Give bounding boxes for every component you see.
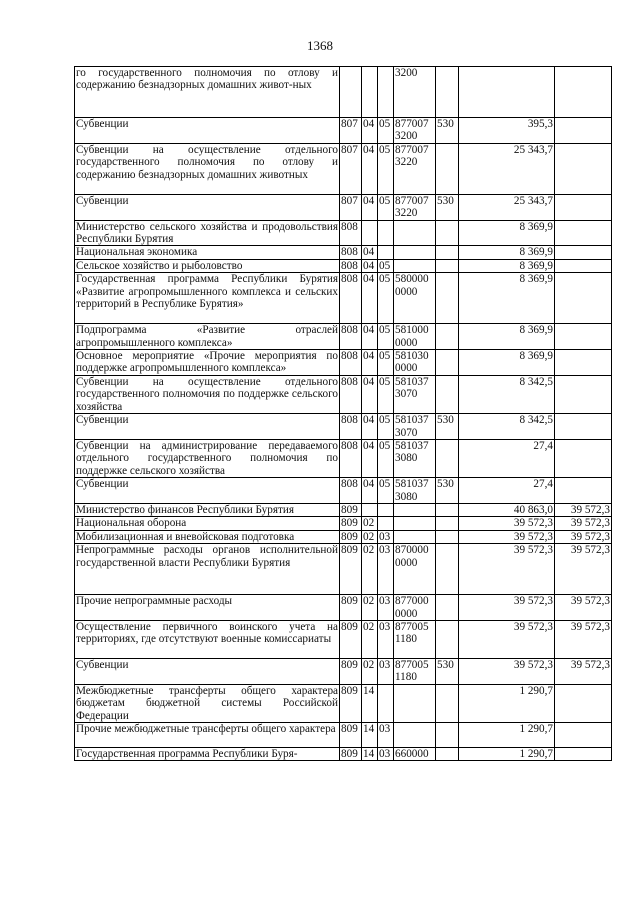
- row-rz: [362, 67, 378, 118]
- row-name: Субвенции: [75, 194, 340, 220]
- row-vr: [436, 748, 459, 761]
- table-row: [75, 723, 612, 748]
- table-row: [75, 259, 612, 272]
- row-pr: 05: [378, 414, 394, 440]
- row-sum-1: 1 290,7: [459, 723, 555, 748]
- row-vr: [436, 246, 459, 259]
- row-sum-2: [555, 684, 612, 722]
- row-gr: 809: [340, 620, 362, 658]
- row-rz: 02: [362, 530, 378, 543]
- table-row: [75, 220, 612, 246]
- row-rz: 14: [362, 723, 378, 748]
- row-rz: 04: [362, 194, 378, 220]
- row-vr: [436, 273, 459, 324]
- row-rz: 04: [362, 246, 378, 259]
- table-row: [75, 67, 612, 118]
- row-vr: [436, 439, 459, 477]
- row-gr: 809: [340, 530, 362, 543]
- table-row: [75, 273, 612, 324]
- row-sum-1: 39 572,3: [459, 517, 555, 530]
- row-sum-1: 8 369,9: [459, 259, 555, 272]
- row-pr: 03: [378, 530, 394, 543]
- row-pr: 05: [378, 439, 394, 477]
- table-row: [75, 684, 612, 722]
- row-pr: 05: [378, 375, 394, 413]
- row-rz: 02: [362, 658, 378, 684]
- row-cs: [394, 530, 436, 543]
- row-gr: 809: [340, 517, 362, 530]
- row-pr: 05: [378, 118, 394, 144]
- table-row: [75, 544, 612, 595]
- row-sum-2: [555, 414, 612, 440]
- row-vr: [436, 723, 459, 748]
- row-sum-2: [555, 375, 612, 413]
- row-sum-2: 39 572,3: [555, 530, 612, 543]
- row-gr: 808: [340, 246, 362, 259]
- row-sum-1: 1 290,7: [459, 748, 555, 761]
- row-name: Подпрограмма «Развитие отраслей агропромышленного комплекса»: [76, 324, 338, 349]
- row-sum-2: [555, 246, 612, 259]
- row-pr: 03: [378, 544, 394, 595]
- row-name: Министерство финансов Республики Бурятия: [75, 503, 340, 516]
- row-name: Субвенции на администрирование передаваемого отдельного государственного полномочия по поддержке сельского хозяйства: [76, 439, 338, 477]
- row-vr: [436, 350, 459, 376]
- table-row: [75, 503, 612, 516]
- row-pr: [378, 684, 394, 722]
- row-cs: 581037 3080: [394, 439, 436, 477]
- row-vr: 530: [436, 414, 459, 440]
- row-name: Государственная программа Республики Бурятия «Развитие агропромышленного комплекса и сельских территорий в Республике Бурятия»: [75, 273, 340, 324]
- row-pr: [378, 246, 394, 259]
- row-rz: [362, 220, 378, 246]
- table-row: [75, 194, 612, 220]
- row-vr: [436, 544, 459, 595]
- row-rz: 04: [362, 273, 378, 324]
- row-gr: 807: [340, 143, 362, 194]
- row-sum-2: [555, 220, 612, 246]
- row-vr: 530: [436, 118, 459, 144]
- row-cs: 877005 1180: [394, 658, 436, 684]
- row-gr: 809: [340, 595, 362, 621]
- row-gr: 809: [340, 684, 362, 722]
- row-cs: 660000: [394, 748, 436, 761]
- row-rz: 04: [362, 375, 378, 413]
- row-vr: [436, 67, 459, 118]
- row-rz: [362, 503, 378, 516]
- row-sum-1: 25 343,7: [459, 194, 555, 220]
- row-vr: [436, 530, 459, 543]
- table-row: [75, 530, 612, 543]
- row-rz: 04: [362, 478, 378, 504]
- row-rz: 02: [362, 595, 378, 621]
- row-cs: 581000 0000: [394, 324, 436, 350]
- row-name: Национальная экономика: [75, 246, 340, 259]
- budget-table: [74, 66, 612, 761]
- row-pr: [378, 220, 394, 246]
- row-cs: [394, 517, 436, 530]
- row-cs: 877005 1180: [394, 620, 436, 658]
- row-gr: 809: [340, 658, 362, 684]
- row-pr: 05: [378, 350, 394, 376]
- row-sum-1: 39 572,3: [459, 544, 555, 595]
- row-sum-2: 39 572,3: [555, 620, 612, 658]
- row-sum-2: [555, 194, 612, 220]
- row-name: Министерство сельского хозяйства и продовольствия Республики Бурятия: [76, 220, 338, 246]
- row-cs: 581037 3070: [394, 414, 436, 440]
- row-gr: 808: [340, 220, 362, 246]
- table-row: [75, 375, 612, 413]
- row-sum-2: [555, 67, 612, 118]
- row-cs: 581030 0000: [394, 350, 436, 376]
- row-cs: 580000 0000: [394, 273, 436, 324]
- row-sum-1: 39 572,3: [459, 620, 555, 658]
- row-sum-2: [555, 259, 612, 272]
- row-cs: 877007 3220: [394, 194, 436, 220]
- row-gr: 807: [340, 118, 362, 144]
- row-cs: [394, 684, 436, 722]
- row-pr: [378, 503, 394, 516]
- row-cs: [394, 220, 436, 246]
- table-row: [75, 517, 612, 530]
- row-cs: 581037 3080: [394, 478, 436, 504]
- row-sum-2: 39 572,3: [555, 544, 612, 595]
- row-vr: [436, 375, 459, 413]
- row-sum-1: 40 863,0: [459, 503, 555, 516]
- row-rz: 14: [362, 684, 378, 722]
- row-rz: 04: [362, 350, 378, 376]
- row-rz: 02: [362, 517, 378, 530]
- row-sum-2: [555, 118, 612, 144]
- row-gr: 808: [340, 273, 362, 324]
- row-pr: 05: [378, 194, 394, 220]
- row-sum-1: 8 369,9: [459, 324, 555, 350]
- row-gr: 808: [340, 375, 362, 413]
- row-rz: 02: [362, 544, 378, 595]
- row-sum-2: [555, 748, 612, 761]
- row-name: го государственного полномочия по отлову и содержанию безнадзорных домашних живот-ных: [75, 67, 340, 118]
- row-cs: [394, 246, 436, 259]
- row-name: Субвенции: [75, 414, 340, 440]
- table-row: [75, 324, 612, 350]
- row-gr: 808: [340, 324, 362, 350]
- row-vr: 530: [436, 194, 459, 220]
- row-sum-1: 395,3: [459, 118, 555, 144]
- row-name: Субвенции: [75, 118, 340, 144]
- row-gr: 808: [340, 478, 362, 504]
- row-cs: 581037 3070: [394, 375, 436, 413]
- row-gr: 808: [340, 259, 362, 272]
- row-pr: 03: [378, 723, 394, 748]
- table-row: [75, 748, 612, 761]
- row-cs: 877000 0000: [394, 595, 436, 621]
- row-vr: [436, 620, 459, 658]
- row-rz: 04: [362, 143, 378, 194]
- row-cs: [394, 723, 436, 748]
- row-cs: 877007 3220: [394, 143, 436, 194]
- row-sum-1: 1 290,7: [459, 684, 555, 722]
- row-rz: 14: [362, 748, 378, 761]
- row-pr: 03: [378, 595, 394, 621]
- table-row: [75, 620, 612, 658]
- row-sum-1: 8 369,9: [459, 350, 555, 376]
- row-sum-1: 27,4: [459, 439, 555, 477]
- table-row: [75, 595, 612, 621]
- row-name: Сельское хозяйство и рыболовство: [75, 259, 340, 272]
- row-sum-2: 39 572,3: [555, 503, 612, 516]
- table-row: [75, 118, 612, 144]
- row-vr: [436, 595, 459, 621]
- row-sum-2: [555, 273, 612, 324]
- row-vr: [436, 503, 459, 516]
- row-rz: 02: [362, 620, 378, 658]
- row-sum-2: [555, 439, 612, 477]
- row-pr: 03: [378, 748, 394, 761]
- row-rz: 04: [362, 259, 378, 272]
- row-gr: 809: [340, 503, 362, 516]
- row-cs: [394, 259, 436, 272]
- row-name: Субвенции на осуществление отдельного государственного полномочия по поддержке сельского хозяйства: [76, 375, 338, 413]
- row-sum-2: [555, 478, 612, 504]
- row-sum-2: [555, 350, 612, 376]
- row-pr: [378, 517, 394, 530]
- row-sum-2: [555, 143, 612, 194]
- row-gr: 808: [340, 439, 362, 477]
- row-name: Мобилизационная и вневойсковая подготовка: [75, 530, 340, 543]
- row-gr: 809: [340, 544, 362, 595]
- row-pr: 05: [378, 273, 394, 324]
- row-sum-1: 39 572,3: [459, 658, 555, 684]
- table-row: [75, 439, 612, 477]
- row-name: Прочие межбюджетные трансферты общего характера: [75, 723, 340, 748]
- row-rz: 04: [362, 439, 378, 477]
- row-sum-1: [459, 67, 555, 118]
- row-sum-1: 39 572,3: [459, 595, 555, 621]
- row-rz: 04: [362, 414, 378, 440]
- row-sum-1: 8 342,5: [459, 375, 555, 413]
- row-pr: 05: [378, 143, 394, 194]
- row-sum-1: 8 342,5: [459, 414, 555, 440]
- table-row: [75, 478, 612, 504]
- row-name: Основное мероприятие «Прочие мероприятия по поддержке агропромышленного комплекса»: [76, 350, 338, 375]
- row-vr: [436, 517, 459, 530]
- row-vr: [436, 143, 459, 194]
- row-cs: 3200: [394, 67, 436, 118]
- row-sum-2: 39 572,3: [555, 517, 612, 530]
- row-name: Национальная оборона: [75, 517, 340, 530]
- row-cs: [394, 503, 436, 516]
- row-vr: 530: [436, 658, 459, 684]
- table-row: [75, 350, 612, 376]
- row-vr: [436, 684, 459, 722]
- row-name: Субвенции: [75, 658, 340, 684]
- row-cs: 870000 0000: [394, 544, 436, 595]
- row-sum-1: 8 369,9: [459, 273, 555, 324]
- row-sum-1: 25 343,7: [459, 143, 555, 194]
- page-number: 1368: [307, 38, 333, 53]
- row-gr: 809: [340, 748, 362, 761]
- table-row: [75, 143, 612, 194]
- table-row: [75, 658, 612, 684]
- row-rz: 04: [362, 118, 378, 144]
- row-sum-2: [555, 324, 612, 350]
- row-sum-2: 39 572,3: [555, 658, 612, 684]
- row-name: Осуществление первичного воинского учета на территориях, где отсутствуют военные комиссариаты: [75, 620, 340, 658]
- row-name: Межбюджетные трансферты общего характера бюджетам бюджетной системы Российской Федерации: [76, 684, 338, 722]
- row-rz: 04: [362, 324, 378, 350]
- row-sum-1: 8 369,9: [459, 220, 555, 246]
- row-vr: [436, 220, 459, 246]
- row-sum-2: 39 572,3: [555, 595, 612, 621]
- row-gr: 808: [340, 414, 362, 440]
- row-pr: 05: [378, 259, 394, 272]
- row-pr: [378, 67, 394, 118]
- row-pr: 03: [378, 658, 394, 684]
- row-gr: [340, 67, 362, 118]
- row-name: Непрограммные расходы органов исполнительной государственной власти Республики Бурятия: [75, 544, 340, 595]
- row-pr: 05: [378, 324, 394, 350]
- row-vr: [436, 259, 459, 272]
- row-gr: 809: [340, 723, 362, 748]
- table-row: [75, 246, 612, 259]
- row-pr: 03: [378, 620, 394, 658]
- row-name: Государственная программа Республики Буря-: [75, 748, 340, 761]
- row-gr: 807: [340, 194, 362, 220]
- row-sum-2: [555, 723, 612, 748]
- row-sum-1: 39 572,3: [459, 530, 555, 543]
- row-name: Субвенции на осуществление отдельного государственного полномочия по отлову и содержанию безнадзорных домашних животных: [75, 143, 340, 194]
- row-vr: 530: [436, 478, 459, 504]
- row-name: Субвенции: [75, 478, 340, 504]
- row-pr: 05: [378, 478, 394, 504]
- row-vr: [436, 324, 459, 350]
- row-name: Прочие непрограммные расходы: [75, 595, 340, 621]
- row-sum-1: 8 369,9: [459, 246, 555, 259]
- row-gr: 808: [340, 350, 362, 376]
- row-cs: 877007 3200: [394, 118, 436, 144]
- row-sum-1: 27,4: [459, 478, 555, 504]
- table-row: [75, 414, 612, 440]
